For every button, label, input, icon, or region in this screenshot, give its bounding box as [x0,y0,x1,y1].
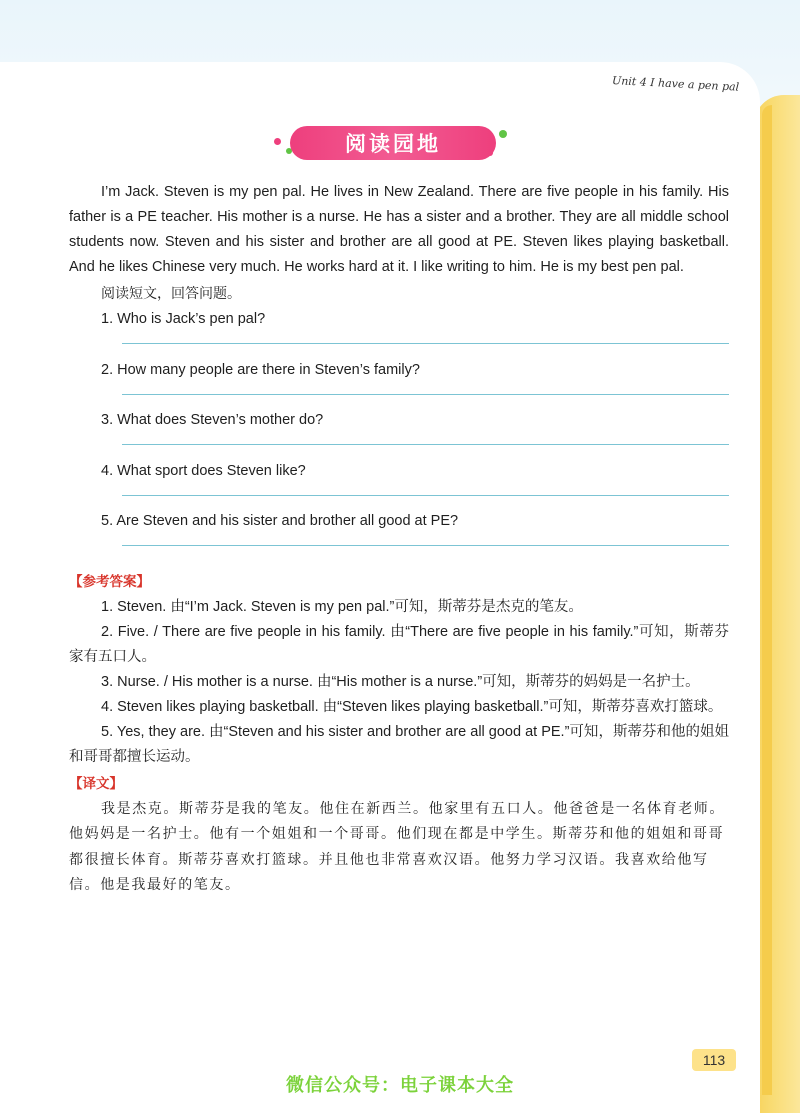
page-number: 113 [692,1049,736,1071]
answer-item-2: 2. Five. / There are five people in his family. 由“There are five people in his family.”可知，斯蒂芬家有五口人。 [69,623,729,665]
question-block [69,358,729,409]
banner-dot-right [499,130,507,138]
question-block [69,408,729,459]
section-banner [290,126,496,160]
banner-dot-left [274,138,281,145]
footer-watermark: 微信公众号：电子课本大全 [286,1075,514,1096]
section-title: 阅读园地 [345,132,441,156]
answer-item-1: 1. Steven. 由“I’m Jack. Steven is my pen pal.”可知，斯蒂芬是杰克的笔友。 [101,598,583,615]
answer-line-4[interactable] [122,494,729,496]
question-block [69,509,729,560]
page-edge-inner [762,105,772,1095]
question-block [69,307,729,358]
question-4: 4. What sport does Steven like? [101,462,306,479]
running-head: Unit 4 I have a pen pal [611,74,740,94]
answer-line-2[interactable] [122,393,729,395]
translation-label: 【译文】 [69,775,123,792]
answer-item-3: 3. Nurse. / His mother is a nurse. 由“His mother is a nurse.”可知，斯蒂芬的妈妈是一名护士。 [101,673,700,690]
instruction: 阅读短文，回答问题。 [101,286,241,302]
question-1: 1. Who is Jack’s pen pal? [101,311,266,327]
answer-key-label: 【参考答案】 [69,573,150,590]
answer-line-1[interactable] [122,342,729,344]
answer-item-4: 4. Steven likes playing basketball. 由“Steven likes playing basketball.”可知，斯蒂芬喜欢打篮球。 [101,698,723,715]
question-5: 5. Are Steven and his sister and brother all good at PE? [101,513,459,529]
answer-line-3[interactable] [122,443,729,445]
content [69,180,729,899]
reading-passage: I’m Jack. Steven is my pen pal. He lives in New Zealand. There are five people in his family. His father is a PE teacher. His mother is a nurse. He has a sister and a brother. They are all middle school students now. Steven and his sister and brother are all good at PE. Steven likes playing basketball. And he likes Chinese very much. He works hard at it. I like writing to him. He is my best pen pal. [69,184,729,275]
question-2: 2. How many people are there in Steven’s family? [101,361,420,378]
question-block [69,459,729,510]
page-edge [754,95,800,1113]
question-3: 3. What does Steven’s mother do? [101,412,324,428]
translation-text: 我是杰克。斯蒂芬是我的笔友。他住在新西兰。他家里有五口人。他爸爸是一名体育老师。他妈妈是一名护士。他有一个姐姐和一个哥哥。他们现在都是中学生。斯蒂芬和他的姐姐和哥哥都很擅长体育。斯蒂芬喜欢打篮球。并且他也非常喜欢汉语。他努力学习汉语。我喜欢给他写信。他是我最好的笔友。 [69,800,725,893]
answer-item-5: 5. Yes, they are. 由“Steven and his sister and brother are all good at PE.”可知，斯蒂芬和他的姐姐和哥哥都擅长运动。 [69,723,729,765]
answer-line-5[interactable] [122,544,729,546]
